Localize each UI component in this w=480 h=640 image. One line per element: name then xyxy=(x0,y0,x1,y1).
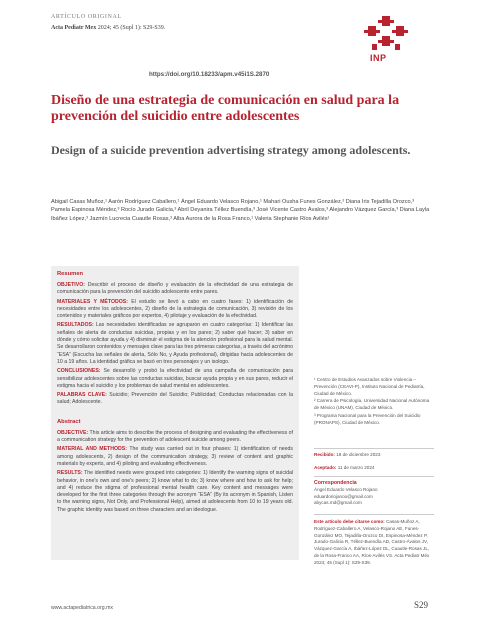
affiliations xyxy=(314,377,434,428)
section-label: OBJECTIVE: xyxy=(57,429,89,436)
affiliation-item: ¹ Centro de Estudios Avanzados sobre Violencia – Prevención (CEAVI-P), Instituto Nacional de Pediatría, Ciudad de México. xyxy=(314,377,425,396)
logo-text: INP xyxy=(370,53,387,63)
journal-volume: 2024; 45 (Supl 1): S29-S39. xyxy=(96,25,166,31)
abstract-heading: Abstract xyxy=(57,418,81,425)
section-text: This article aims to describe the process of designing and evaluating the effectiveness of a communication strategy for the prevention of adolescent suicide among peers. xyxy=(57,429,293,444)
resumen-conclusiones xyxy=(57,368,293,390)
section-text: Describir el proceso de diseño y evaluación de la efectividad de una estrategia de comunicación para la prevención del suicidio adolescente entre pares. xyxy=(57,282,293,296)
divider xyxy=(314,476,434,477)
citation-text: Casas-Muñoz A, Rodríguez-Caballero A, Velasco-Rojano AE, Funes-González MO, Tejadilla-Orozco DI, Espinosa-Méndez P, Jurado-Galicia R, Téllez-Buendía AD, Castro-Ávalos JV, Vázquez-García A, Ibáñez-López DL, Cuautle-Rosas JL, de la Rosa-Franco AA, Ríos-Avilés VS. Acta Pediatr Méx 2024; 45 (Supl 1): S29-S39. xyxy=(314,519,430,565)
page-number: S29 xyxy=(413,600,428,610)
section-label: RESULTS: xyxy=(57,470,83,477)
received-value: 18 de diciembre 2023 xyxy=(334,452,381,457)
author-list: Abigail Casas Muñoz,¹ Aarón Rodríguez Caballero,¹ Ángel Eduardo Velasco Rojano,¹ Mahari Ousha Funes González,² Diana Iris Tejadilla Orozco,³ Pamela Espinosa Méndez,³ Rocío Jurado Galicia,³ Abril Deyanira Téllez Buendía,³ José Vicente Castro Ávalos,³ Alejandro Vázquez García,³ Diana Layla Ibáñez López,³ Jazmín Lucrecia Cuautle Rosas,³ Alba Aurora de la Rosa Franco,¹ Valeria Stephanie Ríos Avilés¹ xyxy=(51,199,430,222)
correspondence-email[interactable]: abycas.md@gmail.com xyxy=(314,500,362,506)
section-label: MATERIALES Y MÉTODOS: xyxy=(57,298,128,305)
citation xyxy=(314,519,434,567)
accepted-value: 11 de marzo 2024 xyxy=(336,464,375,470)
section-text: Suicidio; Prevención del Suicidio; Publicidad; Conductas relacionadas con la salud; Adolescente. xyxy=(57,392,293,406)
resumen-palabras-clave xyxy=(57,392,293,407)
section-text: The study was carried out in four phases: 1) identification of needs among adolescents, 2) design of the communication strategy, 3) review of content and graphic materials by experts, and 4) piloting and evaluating effectiveness. xyxy=(57,446,294,467)
journal-name: Acta Pediatr Mex xyxy=(51,25,97,31)
divider xyxy=(314,514,434,515)
correspondence xyxy=(314,480,434,507)
section-text: Las necesidades identificadas se agruparon en cuatro categorías: 1) Identificar las señales de alerta de conductas suicidas, propias y en los pares; 2) saber qué hacer; 3) saber en dónde y cómo solicitar ayuda y 4) disminuir el estigma de la atención profesional para la salud mental. Se desarrollaron contenidos y mensajes clave para las tres primeras categorías, a través del acrónimo “ESA” (Escucha las señales de alerta, Sólo No, y Ayuda profesional), dirigidas hacia adolescentes de 10 a 19 años. La identidad gráfica se basó en tres personajes y un isologo. xyxy=(57,322,293,365)
doi-link[interactable]: https://doi.org/10.18233/apm.v45i1S.2870 xyxy=(149,71,270,78)
received-label: Recibido: xyxy=(314,452,335,457)
section-text: El estudio se llevó a cabo en cuatro fases: 1) identificación de necesidades entre los adolescentes, 2) diseño de la estrategia de comunicación, 3) revisión de los contenidos y materiales gráficos por expertos, 4) pilotaje y evaluación de la efectividad. xyxy=(57,298,293,320)
correspondence-email[interactable]: eduardoriojanoo@gmail.com xyxy=(314,493,373,499)
section-text: The identified needs were grouped into categories: 1) Identify the warning signs of suicidal behavior, in one's own and one's peers; 2) know what to do; 3) know where and how to ask for help; and 4) reduce the stigma of professional mental health care. Key content and messages were developed for the first three categories through the acronym “ESA” (By its acronym in Spanish, Listen to the warning signs, Not Only, and Professional Help), aimed at adolescents from 10 to 19 years old. The graphic identity was based on three characters and an ideologue. xyxy=(57,470,293,513)
affiliation-item: ³ Programa Nacional para la Prevención del Suicidio (PRONAPS), Ciudad de México. xyxy=(314,412,421,425)
accepted-date xyxy=(314,465,434,472)
correspondence-label: Correspondencia xyxy=(314,480,357,486)
abstract-results xyxy=(57,470,293,514)
divider xyxy=(314,448,434,449)
section-label: PALABRAS CLAVE: xyxy=(57,392,107,399)
resumen-heading: Resumen xyxy=(57,271,84,277)
affiliation-item: ² Carrera de Psicología, Universidad Nacional Autónoma de México (UNAM), Ciudad de México. xyxy=(314,398,430,411)
abstract-objective xyxy=(57,430,293,445)
resumen-metodos xyxy=(57,299,293,321)
section-text: Se desarrolló y probó la efectividad de una campaña de comunicación para sensibilizar adolescentes sobre las conductas suicidas, buscar ayuda propia y en sus pares, reducir el estigma hacia el suicidio y los problemas de salud mental en adolescentes. xyxy=(57,368,293,389)
section-label: MATERIAL AND METHODS: xyxy=(57,446,127,453)
article-dates xyxy=(314,452,434,478)
article-type: ARTÍCULO ORIGINAL xyxy=(51,14,122,20)
title-spanish: Diseño de una estrategia de comunicación en salud para la prevención del suicidio entre adolescentes xyxy=(51,93,400,124)
abstract-methods xyxy=(57,446,293,468)
section-label: OBJETIVO: xyxy=(57,282,85,288)
section-label: CONCLUSIONES: xyxy=(57,368,101,375)
resumen-resultados xyxy=(57,322,293,366)
inp-logo-icon xyxy=(364,14,408,54)
received-date xyxy=(314,452,434,459)
abstract-box xyxy=(51,266,299,560)
journal-citation xyxy=(51,25,165,31)
section-label: RESULTADOS: xyxy=(57,322,94,329)
citation-label: Este artículo debe citarse como: xyxy=(314,519,385,524)
title-english: Design of a suicide prevention advertising strategy among adolescents. xyxy=(51,143,411,157)
resumen-objetivo xyxy=(57,282,293,297)
correspondence-name: Ángel Eduardo Velasco Rojano xyxy=(314,486,378,492)
accepted-label: Aceptado: xyxy=(314,464,337,470)
footer-url[interactable]: www.actapediatrica.org.mx xyxy=(51,605,113,611)
